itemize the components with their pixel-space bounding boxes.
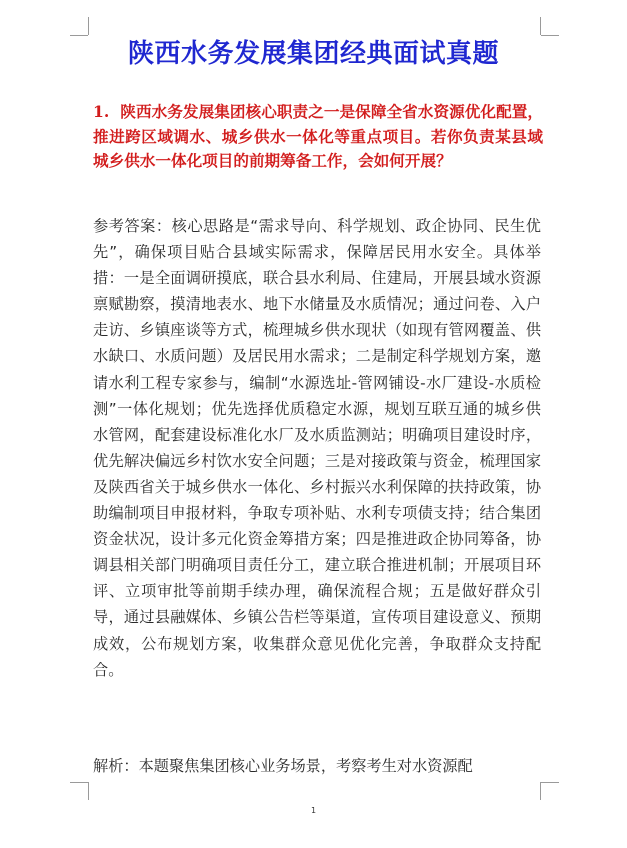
analysis-label: 解析： — [93, 757, 139, 775]
answer-body: 核心思路是“需求导向、科学规划、政企协同、民生优先”，确保项目贴合县域实际需求，保障居民用水安全。具体举措：一是全面调研摸底，联合县水利局、住建局，开展县域水资源禀赋勘察，摸清地表水、地下水储量及水质情况；通过问卷、入户走访、乡镇座谈等方式，梳理城乡供水现状（如现有管网覆盖、供水缺口、水质问题）及居民用水需求；二是制定科学规划方案，邀请水利工程专家参与，编制“水源选址-管网铺设-水厂建设-水质检测”一体化规划；优先选择优质稳定水源，规划互联互通的城乡供水管网，配套建设标准化水厂及水质监测站；明确项目建设时序，优先解决偏远乡村饮水安全问题；三是对接政策与资金，梳理国家及陕西省关于城乡供水一体化、乡村振兴水利保障的扶持政策，协助编制项目申报材料，争取专项补贴、水利专项债支持；结合集团资金状况，设计多元化资金筹措方案；四是推进政企协同筹备，协调县相关部门明确项目责任分工，建立联合推进机制；开展项目环评、立项审批等前期手续办理，确保流程合规；五是做好群众引导，通过县融媒体、乡镇公告栏等渠道，宣传项目建设意义、预期成效，公布规划方案，收集群众意见优化完善，争取群众支持配合。 — [93, 217, 541, 679]
question-body: 陕西水务发展集团核心职责之一是保障全省水资源优化配置，推进跨区域调水、城乡供水一体化等重点项目。若你负责某县域城乡供水一体化项目的前期筹备工作，会如何开展？ — [93, 102, 543, 170]
crop-mark-top-left-v — [88, 17, 89, 35]
crop-mark-bottom-right-h — [541, 782, 559, 783]
question-number: 1. — [93, 102, 110, 121]
reference-answer — [93, 213, 541, 683]
document-title: 陕西水务发展集团经典面试真题 — [127, 39, 499, 69]
crop-mark-bottom-right-v — [540, 782, 541, 800]
crop-mark-top-right-v — [540, 17, 541, 35]
analysis-text — [93, 753, 541, 779]
crop-mark-bottom-left-h — [70, 782, 88, 783]
question-text — [93, 100, 543, 174]
analysis-body: 本题聚焦集团核心业务场景，考察考生对水资源配 — [138, 757, 473, 775]
answer-label: 参考答案： — [93, 217, 172, 235]
crop-mark-bottom-left-v — [88, 782, 89, 800]
page-number: 1 — [310, 806, 317, 815]
